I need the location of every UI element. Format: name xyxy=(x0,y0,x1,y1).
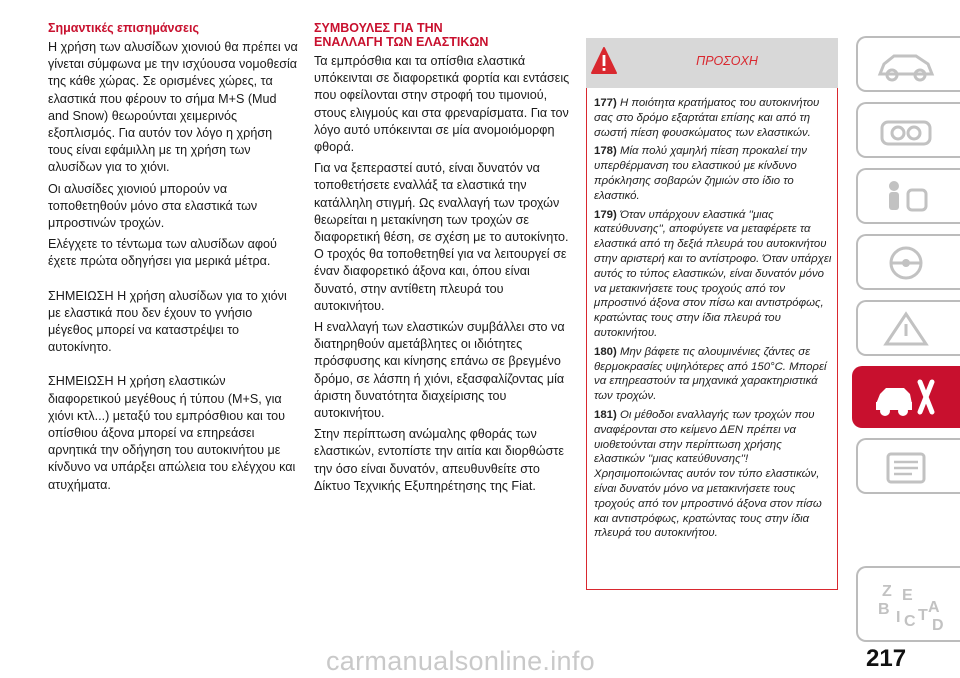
paragraph: Τα εμπρόσθια και τα οπίσθια ελαστικά υπόκεινται σε διαφορετικά φορτία και εντάσεις που οφείλονται στην στροφή του τιμονιού, στους ελιγμούς και στα φρεναρίσματα. Για τον λόγο αυτό υπόκεινται σε μία ανομοιόμορφη φθορά. xyxy=(314,54,570,155)
left-column xyxy=(48,0,300,494)
paragraph: Για να ξεπεραστεί αυτό, είναι δυνατόν να τοποθετήσετε εναλλάξ τα ελαστικά την κατάλληλη στιγμή. Ως εναλλαγή των τροχών θεωρείται η μετακίνηση των τροχών σε διαφορετική θέση, σε σχέση με το αυτοκίνητο. Ο τροχός θα τοποθετηθεί για να λειτουργεί σε έναν διαφορετικό άξονα και, όπου είναι δυνατό, στην αντίθετη πλευρά του αυτοκινήτου. xyxy=(314,161,569,313)
warning-item: 181) Οι μέθοδοι εναλλαγής των τροχών που αναφέρονται στο κείμενο ΔΕΝ πρέπει να υιοθετούνται στην περίπτωση χρήσης ελαστικών ''μιας κατεύθυνσης''! Χρησιμοποιώντας αυτόν τον τύπο ελαστικών, είναι δυνατόν μόνο να μετακινήσετε τους τροχούς από τον μπροστινό άξονα στον πίσω και αντιστρόφως, κρατώντας τους στην ίδια πλευρά του αυτοκινήτου. xyxy=(594,408,822,540)
warning-body xyxy=(594,96,834,545)
svg-text:I: I xyxy=(896,609,901,626)
warning-title: ΠΡΟΣΟΧΗ xyxy=(696,54,758,68)
paragraph: Στην περίπτωση ανώμαλης φθοράς των ελαστικών, εντοπίστε την αιτία και διορθώστε την όσο είναι δυνατόν, απευθυνθείτε στο Δίκτυο Τεχνικής Εξυπηρέτησης της Fiat. xyxy=(314,427,564,493)
tab-dashboard[interactable] xyxy=(856,102,960,158)
paragraph: Η εναλλαγή των ελαστικών συμβάλλει στο να διατηρηθούν αμετάβλητες οι ιδιότητες πρόσφυσης και κίνησης επάνω σε βρεγμένο δρόμο, σε λάσπη ή χιόνι, εξασφαλίζοντας μία άριστη δυνατότητα διαχείρισης του αυτοκινήτου. xyxy=(314,320,565,421)
steering-wheel-icon xyxy=(876,244,936,282)
note-paragraph: ΣΗΜΕΙΩΣΗ Η χρήση ελαστικών διαφορετικού μεγέθους ή τύπου (M+S, για χιόνι κτλ...) μεταξύ του εμπρόσθιου και του οπίσθιου άξονα μπορεί να επηρεάσει αρνητικά την οδήγηση του αυτοκινήτου με κίνδυνο να υπάρξει απώλεια του ελέγχου και ατυχήματα. xyxy=(48,374,296,492)
tab-technical-data[interactable] xyxy=(856,438,960,494)
chapter-sidebar xyxy=(848,36,960,636)
index-letters-icon xyxy=(876,576,946,636)
note-paragraph: ΣΗΜΕΙΩΣΗ Η χρήση αλυσίδων για το χιόνι με ελαστικά που δεν έχουν το γνήσιο μέγεθος μπορεί να καταστρέψει το αυτοκίνητο. xyxy=(48,288,287,355)
warning-item: 179) Όταν υπάρχουν ελαστικά ''μιας κατεύθυνσης'', αποφύγετε να μεταφέρετε τα ελαστικά από τη δεξιά πλευρά του αυτοκινήτου στην αριστερή και το αντίστροφο. Όταν υπάρχει αυτός το τύπος ελαστικών, είναι δυνατόν μόνο να μετακινήσετε τους τροχούς από τον μπροστινό άξονα στον πίσω και αντιστρόφως, κρατώντας τους στην ίδια πλευρά του αυτοκινήτου. xyxy=(594,208,832,339)
svg-text:Z: Z xyxy=(882,583,892,600)
technical-data-icon xyxy=(876,448,936,486)
paragraph: Η χρήση των αλυσίδων χιονιού θα πρέπει να γίνεται σύμφωνα με την ισχύουσα νομοθεσία της κάθε χώρας. Σε ορισμένες χώρες, τα ελαστικά που φέρουν το σήμα M+S (Mud and Snow) θεωρούνται χειμερινός εξοπλισμός. Για αυτόν τον λόγο η χρήση τους είναι εφάμιλλη με τη χρήση των αλυσίδων για το χιόνι. xyxy=(48,40,298,175)
section-heading-important: Σημαντικές επισημάνσεις xyxy=(48,21,199,35)
car-tools-icon xyxy=(872,376,942,420)
middle-column xyxy=(314,0,576,495)
heading-line: ΕΝΑΛΛΑΓΗ ΤΩΝ ΕΛΑΣΤΙΚΩΝ xyxy=(314,35,489,49)
page-number: 217 xyxy=(866,645,907,672)
warning-triangle-icon xyxy=(876,310,936,348)
tab-car-overview[interactable] xyxy=(856,36,960,92)
warning-item: 177) Η ποιότητα κρατήματος του αυτοκινήτου σας στο δρόμο εξαρτάται επίσης και από τη σωστή πίεση φουσκώματος των ελαστικών. xyxy=(594,97,820,139)
svg-text:E: E xyxy=(902,587,913,604)
heading-line: ΣΥΜΒΟΥΛΕΣ ΓΙΑ ΤΗΝ xyxy=(314,21,443,35)
svg-text:B: B xyxy=(878,601,890,618)
tab-maintenance[interactable] xyxy=(852,366,960,428)
car-outline-icon xyxy=(876,46,936,84)
warning-header xyxy=(586,38,838,88)
paragraph: Οι αλυσίδες χιονιού μπορούν να τοποθετηθούν μόνο στα ελαστικά των μπροστινών τροχών. xyxy=(48,181,258,231)
warning-item: 178) Μία πολύ χαμηλή πίεση προκαλεί την υπερθέρμανση του ελαστικού με κίνδυνο πρόκλησης σοβαρών ζημιών στο ίδιο το ελαστικό. xyxy=(594,145,807,202)
warning-item: 180) Μην βάφετε τις αλουμινένιες ζάντες σε θερμοκρασίες υψηλότερες από 150°C. Μπορεί να επηρεαστούν τα μηχανικά χαρακτηριστικά των τροχών. xyxy=(594,345,827,403)
section-heading-rotation xyxy=(314,21,576,49)
seatbelt-child-icon xyxy=(876,178,936,216)
svg-text:D: D xyxy=(932,617,944,634)
dashboard-icon xyxy=(876,112,936,150)
svg-text:A: A xyxy=(928,599,940,616)
svg-text:C: C xyxy=(904,613,916,630)
tab-index[interactable] xyxy=(856,566,960,642)
tab-starting-driving[interactable] xyxy=(856,234,960,290)
watermark: carmanualsonline.info xyxy=(326,646,595,676)
tab-safety[interactable] xyxy=(856,168,960,224)
svg-text:T: T xyxy=(918,607,928,624)
paragraph: Ελέγχετε το τέντωμα των αλυσίδων αφού έχετε πρώτα οδηγήσει για μερικά μέτρα. xyxy=(48,237,277,269)
tab-emergency[interactable] xyxy=(856,300,960,356)
